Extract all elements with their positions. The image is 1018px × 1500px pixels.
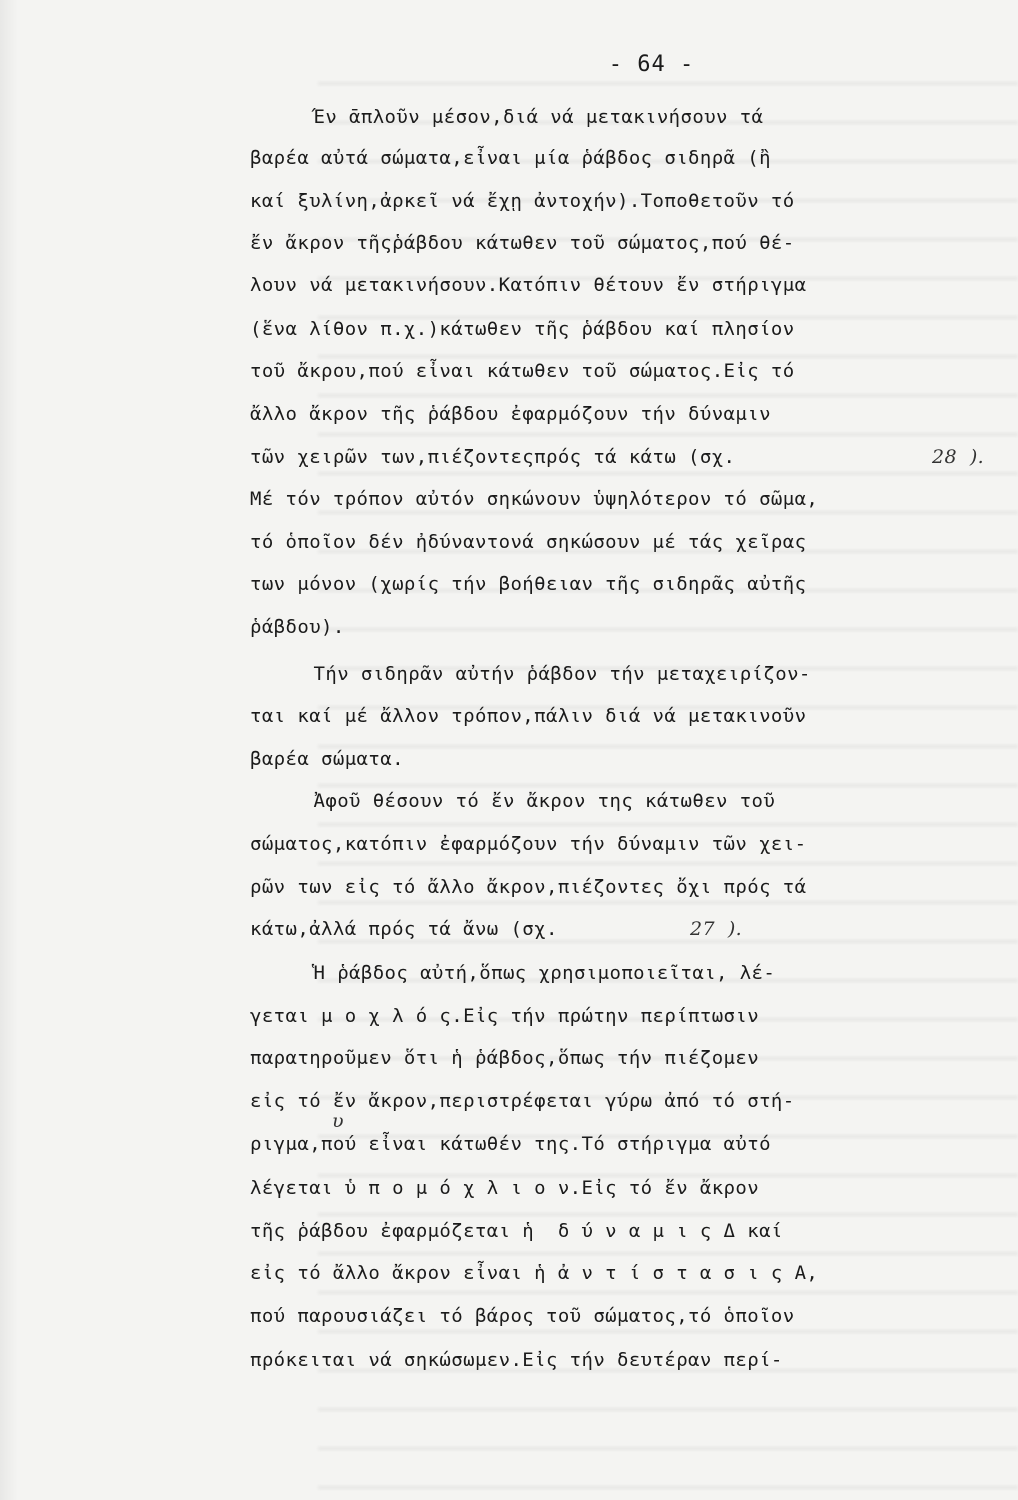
text-line: λέγεται ὑ π ο μ ό χ λ ι ο ν.Εἰς τό ἔν ἄκρον [250,1177,760,1199]
page-number: - 64 - [608,52,695,77]
text-line: των μόνον (χωρίς τήν βοήθειαν τῆς σιδηρᾶς αὐτῆς [250,573,807,595]
text-line: ρῶν των εἰς τό ἄλλο ἄκρον,πιέζοντες ὄχι πρός τά [250,876,807,898]
text-line: Ἡ ῥάβδος αὐτή,ὅπως χρησιμοποιεῖται, λέ- [278,962,776,984]
text-line: πού παρουσιάζει τό βάρος τοῦ σώματος,τό ὁποῖον [250,1305,795,1327]
text-line: ται καί μέ ἄλλον τρόπον,πάλιν διά νά μετακινοῦν [250,705,807,727]
text-line: σώματος,κατόπιν ἐφαρμόζουν τήν δύναμιν τῶν χει- [250,833,807,855]
text-line: ἔν ἄκρον τῆςῥάβδου κάτωθεν τοῦ σώματος,πού θέ- [250,232,795,254]
text-line: κάτω,ἀλλά πρός τά ἄνω (σχ. [250,918,558,940]
handwritten-correction: υ [332,1110,344,1132]
text-line: γεται μ ο χ λ ό ς.Εἰς τήν πρώτην περίπτωσιν [250,1005,760,1027]
body-text [250,0,1010,1500]
handwritten-figure-ref: 28 ). [932,446,985,468]
text-line: ἄλλο ἄκρον τῆς ῥάβδου ἐφαρμόζουν τήν δύναμιν [250,403,771,425]
text-line: Μέ τόν τρόπον αὐτόν σηκώνουν ὑψηλότερον τό σῶμα, [250,488,819,510]
text-line: Ἀφοῦ θέσουν τό ἔν ἄκρον της κάτωθεν τοῦ [278,790,776,812]
text-line: καί ξυλίνη,ἀρκεῖ νά ἔχῃ ἀντοχήν).Τοποθετοῦν τό [250,190,795,212]
handwritten-figure-ref: 27 ). [690,918,743,940]
text-line: Τήν σιδηρᾶν αὐτήν ῥάβδον τήν μεταχειρίζον- [278,663,811,685]
text-line: τό ὁποῖον δέν ἠδύναντονά σηκώσουν μέ τάς χεῖρας [250,531,807,553]
text-line: βαρέα σώματα. [250,748,404,770]
text-line: βαρέα αὐτά σώματα,εἶναι μία ῥάβδος σιδηρᾶ (ἢ [250,147,771,169]
text-line: παρατηροῦμεν ὅτι ἡ ῥάβδος,ὅπως τήν πιέζομεν [250,1047,760,1069]
text-line: εἰς τό ἔν ἄκρον,περιστρέφεται γύρω ἀπό τό στή- [250,1090,795,1112]
text-line: πρόκειται νά σηκώσωμεν.Εἰς τήν δευτέραν περί- [250,1349,783,1371]
text-line: ριγμα,πού εἶναι κάτωθέν της.Τό στήριγμα αὐτό [250,1133,771,1155]
text-line: εἰς τό ἄλλο ἄκρον εἶναι ἡ ἀ ν τ ί σ τ α σ ι ς Α, [250,1262,819,1284]
text-line: (ἕνα λίθον π.χ.)κάτωθεν τῆς ῥάβδου καί πλησίον [250,318,795,340]
text-line: Έν ᾱπλοῦν μέσον,διά νά μετακινήσουν τά [278,106,764,128]
text-line: τῆς ῥάβδου ἐφαρμόζεται ἡ δ ύ ν α μ ι ς Δ καί [250,1220,783,1242]
text-line: τοῦ ἄκρου,πού εἶναι κάτωθεν τοῦ σώματος.Εἰς τό [250,360,795,382]
text-line: ῥάβδου). [250,616,345,638]
text-line: λουν νά μετακινήσουν.Κατόπιν θέτουν ἔν στήριγμα [250,274,807,296]
text-line: τῶν χειρῶν των,πιέζοντεςπρός τά κάτω (σχ. [250,446,736,468]
